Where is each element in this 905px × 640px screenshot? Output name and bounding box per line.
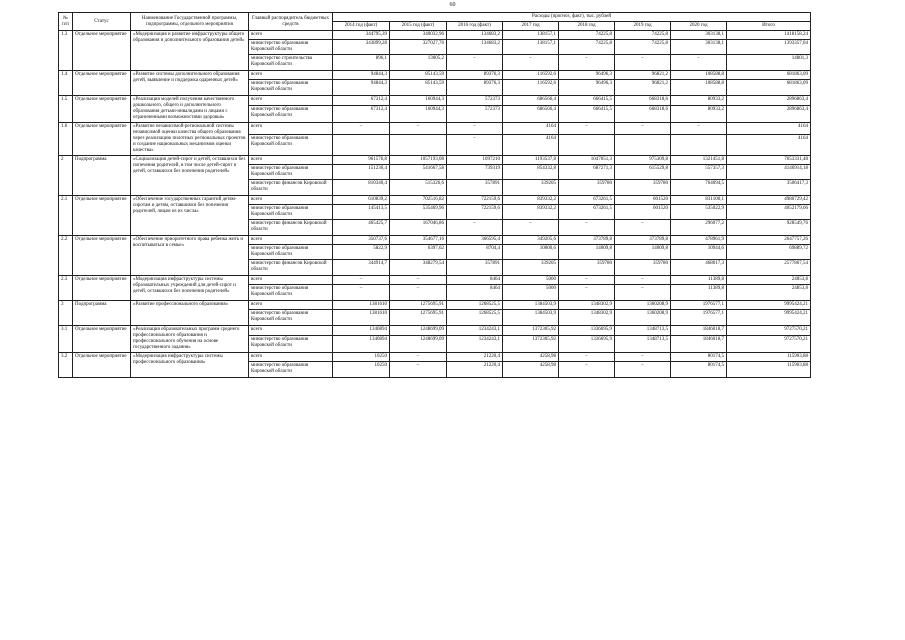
row-value: 8704,4 — [447, 245, 503, 260]
row-value: 1846018,7 — [671, 326, 727, 336]
row-value: 9727570,21 — [727, 335, 811, 352]
row-value: 138157,1 — [503, 31, 559, 40]
row-status: Отдельное мероприятие — [73, 96, 131, 123]
row-no: 2.3 — [59, 276, 73, 301]
row-status: Отдельное мероприятие — [73, 236, 131, 276]
row-admin: министерство образования Кировской области — [249, 362, 333, 378]
row-admin: министерство образования Кировской области — [249, 165, 333, 180]
header-no: № п/п — [59, 13, 73, 31]
row-value: 5000 — [503, 285, 559, 301]
row-value: 74225,8 — [559, 40, 615, 55]
table-row — [59, 156, 811, 165]
row-value: – — [447, 123, 503, 135]
row-value: – — [390, 276, 447, 285]
row-value: 610839,2 — [333, 196, 390, 205]
row-admin: министерство финансов Кировской области — [249, 260, 333, 276]
row-name: «Реализация образовательных программ среднего профессионального образования и профессионального обучения на основе государственного задания» — [131, 326, 249, 353]
row-value: 572373 — [447, 96, 503, 106]
row-admin: всего — [249, 353, 333, 362]
row-value: 535022,9 — [671, 205, 727, 220]
row-value: 14801,3 — [727, 55, 811, 71]
row-value: 74225,8 — [615, 31, 671, 40]
table-row — [59, 301, 811, 310]
row-value: 1360208,9 — [615, 301, 671, 310]
row-value: – — [615, 123, 671, 135]
row-value: 673261,5 — [559, 205, 615, 220]
row-value: 5000 — [503, 276, 559, 285]
row-value: 668318,6 — [615, 96, 671, 106]
row-admin: всего — [249, 96, 333, 106]
row-value: 94844,3 — [333, 71, 390, 80]
row-value: 1348713,5 — [615, 326, 671, 336]
row-value: 89376,3 — [447, 80, 503, 96]
row-no: 2.2 — [59, 236, 73, 276]
row-value: 1193537,8 — [503, 156, 559, 165]
row-no: 1.4 — [59, 71, 73, 96]
row-value: – — [559, 220, 615, 236]
row-value: 810340,4 — [333, 180, 390, 196]
row-status: Отдельное мероприятие — [73, 196, 131, 236]
row-admin: министерство образования Кировской области — [249, 245, 333, 260]
row-value: 115903,88 — [727, 353, 811, 362]
row-name: «Социализация детей-сирот и детей, оставшихся без попечения родителей, в том числе детей-сирот и детей, оставшихся без попечения родителей» — [131, 156, 249, 196]
row-admin: министерство образования Кировской области — [249, 310, 333, 326]
row-admin: министерство строительства Кировской области — [249, 55, 333, 71]
row-value: – — [671, 123, 727, 135]
row-value: 739319 — [447, 165, 503, 180]
row-value: 85143,59 — [390, 80, 447, 96]
row-value: 344914,7 — [333, 260, 390, 276]
row-value: 108588,8 — [671, 80, 727, 96]
row-value: 96821,2 — [615, 80, 671, 96]
row-value: 1384503,9 — [503, 310, 559, 326]
row-status: Отдельное мероприятие — [73, 353, 131, 378]
row-value: 21220,4 — [447, 362, 503, 378]
row-admin: министерство образования Кировской области — [249, 335, 333, 352]
row-value: 340032,96 — [390, 31, 447, 40]
row-value: – — [333, 276, 390, 285]
row-value: 975309,8 — [615, 156, 671, 165]
row-value: 9727570,21 — [727, 326, 811, 336]
row-value: – — [615, 353, 671, 362]
row-no: 3.2 — [59, 353, 73, 378]
row-value: 1393357,04 — [727, 40, 811, 55]
row-value: – — [559, 353, 615, 362]
row-value: – — [503, 55, 559, 71]
row-admin: министерство образования Кировской области — [249, 134, 333, 155]
row-value — [615, 134, 671, 155]
row-no: 1.6 — [59, 123, 73, 156]
row-value: 831100,1 — [671, 196, 727, 205]
row-value: 339205 — [503, 180, 559, 196]
row-value: – — [390, 123, 447, 135]
row-value: 348279,54 — [390, 260, 447, 276]
row-value: 80174,5 — [671, 362, 727, 378]
header-status: Статус — [73, 13, 131, 31]
row-value: 343899,28 — [333, 40, 390, 55]
row-value: 1321451,8 — [671, 156, 727, 165]
row-value: 4980729,42 — [727, 196, 811, 205]
budget-table — [58, 12, 811, 378]
row-value — [390, 134, 447, 155]
row-admin: всего — [249, 71, 333, 80]
row-value: 839332,2 — [503, 196, 559, 205]
row-value — [559, 134, 615, 155]
row-value: 3506417,3 — [727, 180, 811, 196]
row-value: 67312,4 — [333, 96, 390, 106]
row-value: 134683,2 — [447, 40, 503, 55]
row-value: 9995424,21 — [727, 310, 811, 326]
row-value: 6397,62 — [390, 245, 447, 260]
row-value: 1234243,1 — [447, 326, 503, 336]
header-name: Наименование Государственной программы, подпрограммы, отдельного мероприятия — [131, 13, 249, 31]
row-name: «Модернизация инфраструктуры системы профессионального образования» — [131, 353, 249, 378]
header-year: 2014 год (факт) — [333, 22, 390, 31]
row-value: 74225,8 — [559, 31, 615, 40]
row-no: 2.1 — [59, 196, 73, 236]
row-value: – — [615, 285, 671, 301]
row-status: Отдельное мероприятие — [73, 123, 131, 156]
table-row — [59, 71, 811, 80]
row-value: 354677,16 — [390, 236, 447, 245]
row-name: «Развитие профессионального образования» — [131, 301, 249, 326]
row-value: – — [333, 285, 390, 301]
row-value: 1047051,3 — [559, 156, 615, 165]
row-value: 1360208,9 — [615, 310, 671, 326]
row-admin: министерство финансов Кировской области — [249, 220, 333, 236]
row-status: Отдельное мероприятие — [73, 31, 131, 71]
row-value: 11389,8 — [671, 276, 727, 285]
row-no: 3 — [59, 301, 73, 326]
row-value: 541667,58 — [390, 165, 447, 180]
row-value: – — [447, 55, 503, 71]
row-value: 80933,2 — [671, 96, 727, 106]
row-value: 4164 — [727, 123, 811, 135]
row-value: 4146914,18 — [727, 165, 811, 180]
row-name: «Развитие системы дополнительного образования детей, выявление и поддержка одаренных детей» — [131, 71, 249, 96]
row-status: Подпрограмма — [73, 301, 131, 326]
row-admin: всего — [249, 31, 333, 40]
header-year: 2019 год — [615, 22, 671, 31]
row-value: 373789,8 — [559, 236, 615, 245]
row-admin: всего — [249, 123, 333, 135]
row-value: 116592,6 — [503, 71, 559, 80]
row-name: «Обеспечение государственных гарантий детям-сиротам и детям, оставшимся без попечения родителей, лицам из их числа» — [131, 196, 249, 236]
row-value: 303138,1 — [671, 31, 727, 40]
row-value: 1336695,9 — [559, 326, 615, 336]
row-value: 4258,98 — [503, 362, 559, 378]
row-value: 13005,2 — [390, 55, 447, 71]
row-value — [333, 134, 390, 155]
row-value: 359780 — [615, 180, 671, 196]
row-no: 3.1 — [59, 326, 73, 353]
row-value: 668318,6 — [615, 105, 671, 122]
row-value: 96821,2 — [615, 71, 671, 80]
row-value: 666415,5 — [559, 96, 615, 106]
table-body — [59, 31, 811, 378]
row-value: – — [447, 134, 503, 155]
row-value: 601520 — [615, 196, 671, 205]
row-value: 10944,6 — [671, 245, 727, 260]
row-value: 14009,8 — [559, 245, 615, 260]
row-value: 1384503,9 — [503, 301, 559, 310]
row-value: 167046,86 — [390, 220, 447, 236]
row-value: 21220,4 — [447, 353, 503, 362]
row-value: 8464 — [447, 276, 503, 285]
row-value: 296077,2 — [671, 220, 727, 236]
row-value: 722159,6 — [447, 196, 503, 205]
row-value: 4164 — [503, 123, 559, 135]
row-value: – — [559, 362, 615, 378]
row-value: 96496,3 — [559, 71, 615, 80]
row-value: 5822,9 — [333, 245, 390, 260]
row-admin: министерство финансов Кировской области — [249, 180, 333, 196]
row-value: 11389,8 — [671, 285, 727, 301]
row-value: 896,1 — [333, 55, 390, 71]
row-value: 24853,8 — [727, 285, 811, 301]
row-value: 350737,6 — [333, 236, 390, 245]
row-value: – — [615, 362, 671, 378]
row-value: – — [615, 55, 671, 71]
row-value: 303138,1 — [671, 40, 727, 55]
row-name: «Модернизация и развитие инфраструктуры общего образования и дополнительного образования детей» — [131, 31, 249, 71]
row-value: 686566,4 — [503, 105, 559, 122]
row-value: – — [559, 123, 615, 135]
row-name: «Обеспечение приоритетного права ребенка жить и воспитываться в семье» — [131, 236, 249, 276]
row-value: 138157,1 — [503, 40, 559, 55]
row-value: 24853,8 — [727, 276, 811, 285]
row-value: 151236,4 — [333, 165, 390, 180]
row-value: 10250 — [333, 353, 390, 362]
row-value: 1275695,91 — [390, 301, 447, 310]
table-row — [59, 96, 811, 106]
row-value: 2896863,4 — [727, 105, 811, 122]
row-value: – — [559, 55, 615, 71]
row-value: 1372305,92 — [503, 326, 559, 336]
row-value: – — [390, 353, 447, 362]
row-value: 10250 — [333, 362, 390, 378]
row-value: 89376,3 — [447, 71, 503, 80]
table-row — [59, 123, 811, 135]
row-value: – — [503, 220, 559, 236]
row-value: 2896863,4 — [727, 96, 811, 106]
row-value: 1381610 — [333, 310, 390, 326]
table-row — [59, 196, 811, 205]
row-value: 366595,4 — [447, 236, 503, 245]
header-expenses: Расходы (прогноз, факт), тыс. рублей — [333, 13, 811, 22]
header-admin: Главный распорядитель бюджетных средств — [249, 13, 333, 31]
row-value: – — [559, 285, 615, 301]
row-value: 1340894 — [333, 335, 390, 352]
table-header — [59, 13, 811, 31]
row-value: 1234243,1 — [447, 335, 503, 352]
row-value: – — [333, 123, 390, 135]
row-value: 465425,7 — [333, 220, 390, 236]
row-status: Отдельное мероприятие — [73, 71, 131, 96]
row-value: 74225,8 — [615, 40, 671, 55]
row-value: 673261,5 — [559, 196, 615, 205]
row-value: 1097210 — [447, 156, 503, 165]
row-value: 1340894 — [333, 326, 390, 336]
table-row — [59, 326, 811, 336]
row-value: – — [390, 362, 447, 378]
row-value: 1248699,09 — [390, 335, 447, 352]
row-value: – — [390, 285, 447, 301]
table-row — [59, 276, 811, 285]
row-value: 1268525,5 — [447, 301, 503, 310]
row-value: 4258,98 — [503, 353, 559, 362]
row-value: 839332,2 — [503, 205, 559, 220]
table-row — [59, 236, 811, 245]
row-value: 85143,59 — [390, 71, 447, 80]
row-value: 615529,8 — [615, 165, 671, 180]
row-value: 557357,3 — [671, 165, 727, 180]
row-value: 1248699,09 — [390, 326, 447, 336]
row-value: – — [615, 276, 671, 285]
row-name: «Развитие независимой-региональной системы независимой оценки качества общего образования через реализацию пилотных региональных проектов и создание национальных механизмов оценки качества» — [131, 123, 249, 156]
header-year: Итого — [727, 22, 811, 31]
row-value: 344795,39 — [333, 31, 390, 40]
row-value: 145413,5 — [333, 205, 390, 220]
row-admin: министерство образования Кировской области — [249, 40, 333, 55]
row-value: 478961,9 — [671, 236, 727, 245]
row-admin: всего — [249, 326, 333, 336]
row-admin: всего — [249, 276, 333, 285]
row-value: 572373 — [447, 105, 503, 122]
row-value: 687271,3 — [559, 165, 615, 180]
row-admin: министерство образования Кировской области — [249, 80, 333, 96]
row-value: 80933,2 — [671, 105, 727, 122]
row-value: 1348302,9 — [559, 310, 615, 326]
row-value: 1976577,1 — [671, 301, 727, 310]
row-value: 2647757,26 — [727, 236, 811, 245]
row-status: Отдельное мероприятие — [73, 276, 131, 301]
row-value: 681863,09 — [727, 80, 811, 96]
row-value: 339205 — [503, 260, 559, 276]
row-value: 8464 — [447, 285, 503, 301]
row-value: 1268525,5 — [447, 310, 503, 326]
row-no: 2 — [59, 156, 73, 196]
row-value: 357891 — [447, 180, 503, 196]
row-admin: всего — [249, 156, 333, 165]
row-value: 4164 — [727, 134, 811, 155]
row-value: 96496,3 — [559, 80, 615, 96]
row-value: 115903,88 — [727, 362, 811, 378]
row-value: 67312,4 — [333, 105, 390, 122]
row-value: 116592,6 — [503, 80, 559, 96]
row-value: 359780 — [559, 180, 615, 196]
row-value: 94844,3 — [333, 80, 390, 96]
row-no: 1.3 — [59, 31, 73, 71]
row-value: 108588,8 — [671, 71, 727, 80]
row-value: 359780 — [559, 260, 615, 276]
row-value: 4164 — [503, 134, 559, 155]
row-value: – — [671, 55, 727, 71]
row-value: 1057193,08 — [390, 156, 447, 165]
row-value: 160944,3 — [390, 96, 447, 106]
row-value: 1846018,7 — [671, 335, 727, 352]
row-value: 601520 — [615, 205, 671, 220]
row-value: 359780 — [615, 260, 671, 276]
row-no: 1.5 — [59, 96, 73, 123]
row-value: 14009,8 — [615, 245, 671, 260]
row-value: 666415,5 — [559, 105, 615, 122]
row-value — [671, 134, 727, 155]
row-value: 80174,5 — [671, 353, 727, 362]
row-value: 535469,96 — [390, 205, 447, 220]
row-value: 702516,82 — [390, 196, 447, 205]
row-value: 1348302,9 — [559, 301, 615, 310]
header-year: 2015 год (факт) — [390, 22, 447, 31]
table-row — [59, 31, 811, 40]
row-admin: всего — [249, 236, 333, 245]
row-admin: всего — [249, 196, 333, 205]
row-value: 764094,5 — [671, 180, 727, 196]
row-value: 357891 — [447, 260, 503, 276]
row-admin: министерство образования Кировской области — [249, 285, 333, 301]
row-value: – — [447, 220, 503, 236]
row-name: «Реализация моделей получения качественного дошкольного, общего и дополнительного образования детьми-инвалидами и лицами с ограниченными возможностями здоровья» — [131, 96, 249, 123]
row-status: Отдельное мероприятие — [73, 326, 131, 353]
row-value: 468017,3 — [671, 260, 727, 276]
row-value: – — [615, 220, 671, 236]
row-value: 4052179,66 — [727, 205, 811, 220]
row-value: 515326,6 — [390, 180, 447, 196]
row-value: 2577867,54 — [727, 260, 811, 276]
row-admin: всего — [249, 301, 333, 310]
row-value: 134683,2 — [447, 31, 503, 40]
row-admin: министерство образования Кировской области — [249, 205, 333, 220]
row-value: 327027,76 — [390, 40, 447, 55]
row-value: 9995424,21 — [727, 301, 811, 310]
row-status: Подпрограмма — [73, 156, 131, 196]
row-value: 373789,8 — [615, 236, 671, 245]
row-value: 928549,76 — [727, 220, 811, 236]
page-number: 60 — [449, 2, 456, 8]
table-row — [59, 353, 811, 362]
row-value: 69889,72 — [727, 245, 811, 260]
row-name: «Модернизация инфраструктуры системы образовательных учреждений для детей-сирот и детей, оставшихся без попечения родителей» — [131, 276, 249, 301]
row-value: 160944,3 — [390, 105, 447, 122]
row-value: 686566,4 — [503, 96, 559, 106]
row-value: 961576,8 — [333, 156, 390, 165]
row-admin: министерство образования Кировской области — [249, 105, 333, 122]
row-value: 681863,09 — [727, 71, 811, 80]
row-value: 854332,8 — [503, 165, 559, 180]
header-year: 2018 год — [559, 22, 615, 31]
header-year: 2017 год — [503, 22, 559, 31]
row-value: 1381610 — [333, 301, 390, 310]
row-value: 10000,6 — [503, 245, 559, 260]
row-value: 722159,6 — [447, 205, 503, 220]
row-value: – — [559, 276, 615, 285]
row-value: 1275695,91 — [390, 310, 447, 326]
header-year: 2020 год — [671, 22, 727, 31]
row-value: 1976577,1 — [671, 310, 727, 326]
header-year: 2016 год (факт) — [447, 22, 503, 31]
row-value: 1348713,5 — [615, 335, 671, 352]
row-value: 1418158,24 — [727, 31, 811, 40]
row-value: 1372305,92 — [503, 335, 559, 352]
row-value: 7653331,48 — [727, 156, 811, 165]
row-value: 1336695,9 — [559, 335, 615, 352]
row-value: 349205,6 — [503, 236, 559, 245]
